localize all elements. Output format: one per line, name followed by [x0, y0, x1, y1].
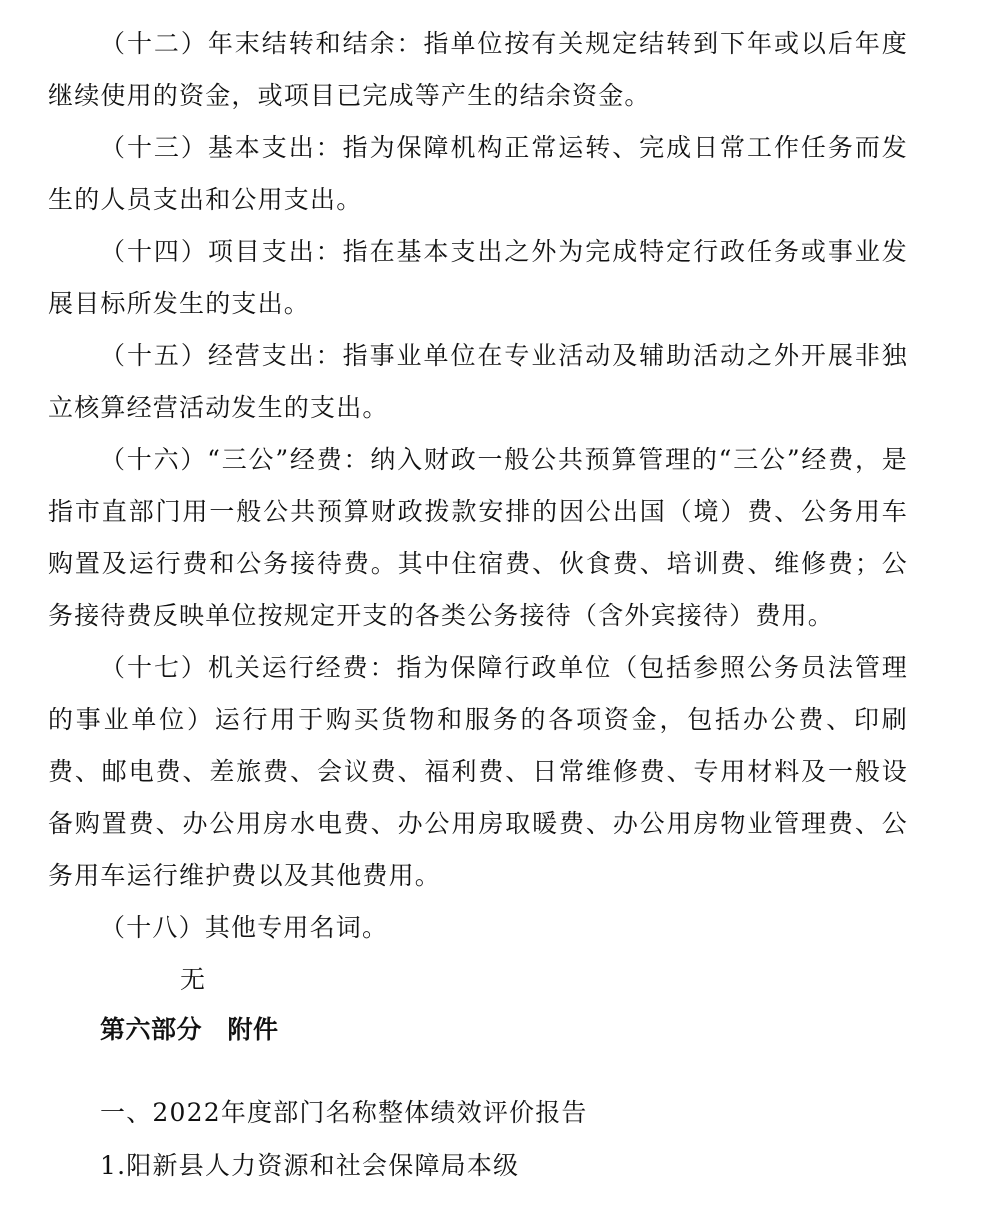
sub-item: 1.阳新县人力资源和社会保障局本级: [100, 1151, 520, 1180]
paragraph-three-public-expenses: （十六）“三公”经费：纳入财政一般公共预算管理的“三公”经费，是指市直部门用一般公共预算财政拨款安排的因公出国（境）费、公务用车购置及运行费和公务接待费。其中住宿费、伙食费、培训费、维修费；公务接待费反映单位按规定开支的各类公务接待（含外宾接待）费用。: [48, 445, 908, 630]
paragraph-year-end-balance: （十二）年末结转和结余：指单位按有关规定结转到下年或以后年度继续使用的资金，或项目已完成等产生的结余资金。: [48, 29, 908, 110]
report-title: 一、2022年度部门名称整体绩效评价报告: [100, 1098, 588, 1127]
section-heading: 第六部分 附件: [100, 1015, 279, 1044]
none-text: 无: [180, 965, 207, 994]
paragraph-operating-expenditure: （十五）经营支出：指事业单位在专业活动及辅助活动之外开展非独立核算经营活动发生的支出。: [48, 341, 908, 422]
paragraph-basic-expenditure: （十三）基本支出：指为保障机构正常运转、完成日常工作任务而发生的人员支出和公用支出。: [48, 133, 908, 214]
paragraph-agency-operating-costs: （十七）机关运行经费：指为保障行政单位（包括参照公务员法管理的事业单位）运行用于购买货物和服务的各项资金，包括办公费、印刷费、邮电费、差旅费、会议费、福利费、日常维修费、专用材料及一般设备购置费、办公用房水电费、办公用房取暖费、办公用房物业管理费、公务用车运行维护费以及其他费用。: [48, 653, 908, 890]
paragraph-other-terms: （十八）其他专用名词。: [100, 913, 389, 942]
paragraph-project-expenditure: （十四）项目支出：指在基本支出之外为完成特定行政任务或事业发展目标所发生的支出。: [48, 237, 908, 318]
